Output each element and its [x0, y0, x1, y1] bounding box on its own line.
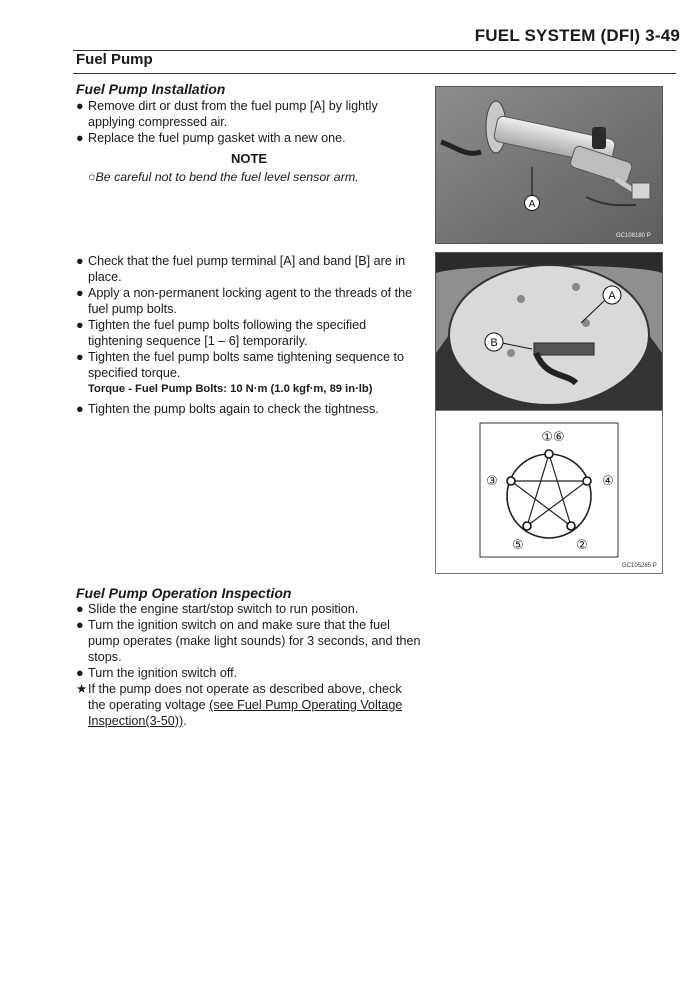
list-item — [76, 401, 422, 417]
header-rule — [73, 50, 676, 51]
sequence-label-left: ③ — [486, 474, 498, 489]
sequence-label-bottom-right: ② — [576, 538, 588, 553]
item-text: Check that the fuel pump terminal [A] and band [B] are in place. — [88, 254, 406, 284]
list-item — [76, 617, 422, 665]
inspection-heading: Fuel Pump Operation Inspection — [76, 585, 292, 601]
list-item — [76, 349, 422, 381]
pump-terminal-photo-drawing — [436, 253, 662, 411]
item-text: Slide the engine start/stop switch to run position. — [88, 602, 359, 616]
fuel-pump-photo-drawing — [436, 87, 662, 243]
torque-spec: Torque - Fuel Pump Bolts: 10 N·m (1.0 kgf·m, 89 in·lb) — [88, 383, 373, 395]
bullet-marker: ● — [76, 602, 84, 616]
pump-terminal-photo — [435, 252, 663, 412]
callout-a-label: A — [528, 199, 536, 210]
bullet-marker: ● — [76, 318, 84, 332]
bullet-marker: ● — [76, 618, 84, 632]
item-text: Tighten the pump bolts again to check the tightness. — [88, 402, 379, 416]
bullet-marker: ● — [76, 131, 84, 145]
figure-code: GC108180 P — [616, 233, 651, 239]
check-text: If the pump does not operate as described above, check the operating voltage — [88, 682, 402, 712]
section-title: Fuel Pump — [76, 51, 153, 68]
check-end: . — [183, 714, 187, 728]
note-heading: NOTE — [230, 151, 268, 166]
check-marker: ★ — [76, 682, 88, 696]
bullet-marker: ● — [76, 402, 84, 416]
installation-steps-3 — [76, 401, 422, 417]
bullet-marker: ● — [76, 286, 84, 300]
list-item — [76, 317, 422, 349]
item-text: Turn the ignition switch on and make sure that the fuel pump operates (make light sounds) for 3 seconds, and then stops. — [88, 618, 421, 664]
item-text: Tighten the fuel pump bolts same tightening sequence to specified torque. — [88, 350, 404, 380]
list-item — [76, 681, 422, 729]
sequence-label-bottom-left: ⑤ — [512, 538, 524, 553]
figure-code: GC105285 P — [622, 563, 657, 569]
page-header-title: FUEL SYSTEM (DFI) 3-49 — [474, 26, 680, 45]
bullet-marker: ● — [76, 254, 84, 268]
installation-steps-2 — [76, 253, 422, 381]
inspection-steps — [76, 601, 422, 729]
fuel-pump-photo — [435, 86, 663, 244]
sequence-label-top: ①⑥ — [541, 430, 565, 445]
item-text: Turn the ignition switch off. — [88, 666, 238, 680]
list-item — [76, 130, 422, 146]
bolt-sequence-drawing — [436, 411, 662, 573]
list-item — [76, 665, 422, 681]
list-item — [76, 601, 422, 617]
section-rule — [73, 73, 676, 74]
note-text: ○Be careful not to bend the fuel level sensor arm. — [88, 170, 359, 184]
item-text: Apply a non-permanent locking agent to the threads of the fuel pump bolts. — [88, 286, 413, 316]
item-text: Tighten the fuel pump bolts following the specified tightening sequence [1 – 6] temporarily. — [88, 318, 367, 348]
bullet-marker: ● — [76, 99, 84, 113]
cross-reference-link[interactable]: (see Fuel Pump Operating Voltage Inspection(3-50)) — [88, 698, 403, 728]
bullet-marker: ● — [76, 350, 84, 364]
installation-heading: Fuel Pump Installation — [76, 81, 226, 97]
installation-steps-1 — [76, 98, 422, 146]
list-item — [76, 285, 422, 317]
bullet-marker: ● — [76, 666, 84, 680]
callout-b-label: B — [490, 337, 498, 349]
sequence-label-right: ④ — [602, 474, 614, 489]
bolt-sequence-diagram — [435, 410, 663, 574]
item-text: Replace the fuel pump gasket with a new one. — [88, 131, 346, 145]
list-item — [76, 98, 422, 130]
callout-a-label: A — [608, 290, 616, 302]
list-item — [76, 253, 422, 285]
item-text: Remove dirt or dust from the fuel pump [A] by lightly applying compressed air. — [88, 99, 378, 129]
